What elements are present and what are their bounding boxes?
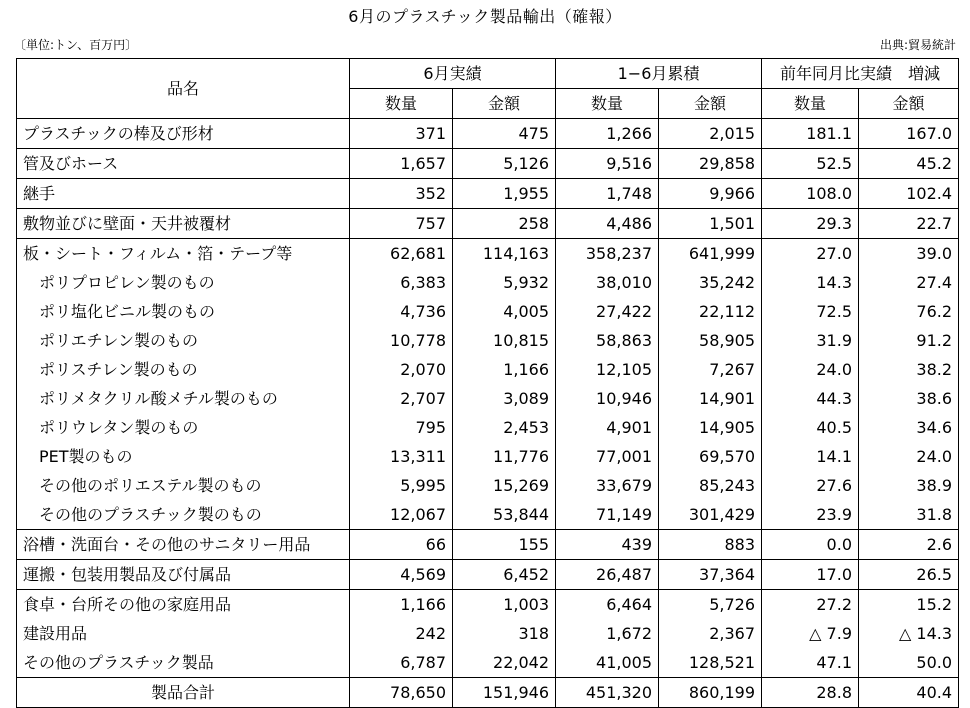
row-value: 52.5 — [762, 149, 859, 179]
row-name: 建設用品 — [17, 619, 350, 648]
row-value: 41,005 — [556, 648, 659, 678]
row-value: 9,516 — [556, 149, 659, 179]
row-value: 12,105 — [556, 355, 659, 384]
row-value: 2,015 — [659, 119, 762, 149]
row-value: 242 — [350, 619, 453, 648]
row-value: 108.0 — [762, 179, 859, 209]
table-row — [17, 590, 959, 620]
row-value: 14.1 — [762, 442, 859, 471]
row-value: 114,163 — [453, 239, 556, 269]
row-value: 26.5 — [859, 560, 959, 590]
row-value: 795 — [350, 413, 453, 442]
row-value: 39.0 — [859, 239, 959, 269]
table-body — [17, 119, 959, 708]
row-value: 5,726 — [659, 590, 762, 620]
row-value: 358,237 — [556, 239, 659, 269]
row-value: 40.5 — [762, 413, 859, 442]
row-value: 1,266 — [556, 119, 659, 149]
table-row — [17, 355, 959, 384]
row-value: 15.2 — [859, 590, 959, 620]
row-value: 50.0 — [859, 648, 959, 678]
row-name: 浴槽・洗面台・その他のサニタリー用品 — [17, 530, 350, 560]
row-value: 85,243 — [659, 471, 762, 500]
row-value: 1,003 — [453, 590, 556, 620]
row-name: ポリプロピレン製のもの — [17, 268, 350, 297]
row-value: 439 — [556, 530, 659, 560]
row-value: 29,858 — [659, 149, 762, 179]
row-value: 27.4 — [859, 268, 959, 297]
table-row — [17, 648, 959, 678]
row-value: 38.9 — [859, 471, 959, 500]
row-value: 2,453 — [453, 413, 556, 442]
row-value: 757 — [350, 209, 453, 239]
export-table — [16, 58, 959, 708]
header-group-june: 6月実績 — [350, 59, 556, 89]
row-value: 58,863 — [556, 326, 659, 355]
row-name: 運搬・包装用製品及び付属品 — [17, 560, 350, 590]
row-value: 5,995 — [350, 471, 453, 500]
row-value: 318 — [453, 619, 556, 648]
row-value: 58,905 — [659, 326, 762, 355]
row-value: 4,486 — [556, 209, 659, 239]
row-value: 1,955 — [453, 179, 556, 209]
table-row — [17, 619, 959, 648]
row-value: 1,501 — [659, 209, 762, 239]
row-name: 継手 — [17, 179, 350, 209]
total-value: 28.8 — [762, 678, 859, 708]
row-value: 12,067 — [350, 500, 453, 530]
total-value: 78,650 — [350, 678, 453, 708]
table-row — [17, 149, 959, 179]
row-value: 641,999 — [659, 239, 762, 269]
row-value: 1,672 — [556, 619, 659, 648]
table-row — [17, 530, 959, 560]
row-name: 食卓・台所その他の家庭用品 — [17, 590, 350, 620]
total-row — [17, 678, 959, 708]
row-value: 475 — [453, 119, 556, 149]
header-name: 品名 — [17, 59, 350, 119]
row-value: 4,005 — [453, 297, 556, 326]
table-row — [17, 297, 959, 326]
row-value: 66 — [350, 530, 453, 560]
row-value: 1,166 — [453, 355, 556, 384]
total-value: 40.4 — [859, 678, 959, 708]
header-qty: 数量 — [556, 89, 659, 119]
row-value: 72.5 — [762, 297, 859, 326]
row-value: 13,311 — [350, 442, 453, 471]
row-value: 24.0 — [762, 355, 859, 384]
row-value: 91.2 — [859, 326, 959, 355]
row-value: 371 — [350, 119, 453, 149]
row-value: 0.0 — [762, 530, 859, 560]
row-value: 1,657 — [350, 149, 453, 179]
row-value: 10,815 — [453, 326, 556, 355]
row-value: 4,901 — [556, 413, 659, 442]
row-value: 258 — [453, 209, 556, 239]
table-row — [17, 209, 959, 239]
row-value: 69,570 — [659, 442, 762, 471]
unit-note: 〔単位:トン、百万円〕 — [14, 38, 138, 52]
header-amt: 金額 — [859, 89, 959, 119]
row-value: 155 — [453, 530, 556, 560]
row-value: 38.6 — [859, 384, 959, 413]
source-note: 出典:貿易統計 — [879, 38, 956, 52]
row-value: 7,267 — [659, 355, 762, 384]
row-name: ポリウレタン製のもの — [17, 413, 350, 442]
row-value: 31.8 — [859, 500, 959, 530]
row-value: 62,681 — [350, 239, 453, 269]
row-value: 128,521 — [659, 648, 762, 678]
row-name: ポリスチレン製のもの — [17, 355, 350, 384]
row-value: 31.9 — [762, 326, 859, 355]
row-value: 24.0 — [859, 442, 959, 471]
row-value: △ 7.9 — [762, 619, 859, 648]
header-qty: 数量 — [762, 89, 859, 119]
row-value: 4,736 — [350, 297, 453, 326]
row-value: △ 14.3 — [859, 619, 959, 648]
row-value: 27.0 — [762, 239, 859, 269]
row-name: プラスチックの棒及び形材 — [17, 119, 350, 149]
table-row — [17, 413, 959, 442]
row-value: 6,787 — [350, 648, 453, 678]
table-row — [17, 268, 959, 297]
row-value: 34.6 — [859, 413, 959, 442]
row-value: 11,776 — [453, 442, 556, 471]
row-name: その他のポリエステル製のもの — [17, 471, 350, 500]
row-value: 17.0 — [762, 560, 859, 590]
total-value: 860,199 — [659, 678, 762, 708]
row-value: 26,487 — [556, 560, 659, 590]
row-value: 301,429 — [659, 500, 762, 530]
row-name: 管及びホース — [17, 149, 350, 179]
row-value: 45.2 — [859, 149, 959, 179]
table-row — [17, 500, 959, 530]
row-value: 35,242 — [659, 268, 762, 297]
header-qty: 数量 — [350, 89, 453, 119]
row-value: 22,112 — [659, 297, 762, 326]
row-value: 1,166 — [350, 590, 453, 620]
row-value: 10,946 — [556, 384, 659, 413]
row-value: 14,905 — [659, 413, 762, 442]
row-value: 14,901 — [659, 384, 762, 413]
row-value: 76.2 — [859, 297, 959, 326]
table-row — [17, 384, 959, 413]
row-value: 23.9 — [762, 500, 859, 530]
table-row — [17, 442, 959, 471]
row-value: 6,452 — [453, 560, 556, 590]
row-name: ポリエチレン製のもの — [17, 326, 350, 355]
total-value: 451,320 — [556, 678, 659, 708]
row-value: 10,778 — [350, 326, 453, 355]
header-group-cumulative: 1−6月累積 — [556, 59, 762, 89]
row-value: 38.2 — [859, 355, 959, 384]
row-value: 2,707 — [350, 384, 453, 413]
row-value: 2,367 — [659, 619, 762, 648]
total-value: 151,946 — [453, 678, 556, 708]
row-name: その他のプラスチック製のもの — [17, 500, 350, 530]
table-row — [17, 179, 959, 209]
row-value: 1,748 — [556, 179, 659, 209]
row-value: 181.1 — [762, 119, 859, 149]
row-value: 37,364 — [659, 560, 762, 590]
row-value: 9,966 — [659, 179, 762, 209]
header-group-yoy: 前年同月比実績 増減 — [762, 59, 959, 89]
row-name: 板・シート・フィルム・箔・テープ等 — [17, 239, 350, 269]
row-value: 33,679 — [556, 471, 659, 500]
table-row — [17, 239, 959, 269]
row-value: 5,932 — [453, 268, 556, 297]
total-name: 製品合計 — [17, 678, 350, 708]
row-value: 167.0 — [859, 119, 959, 149]
row-name: その他のプラスチック製品 — [17, 648, 350, 678]
table-row — [17, 326, 959, 355]
row-value: 44.3 — [762, 384, 859, 413]
page-title: 6月のプラスチック製品輸出（確報） — [348, 7, 622, 26]
row-value: 29.3 — [762, 209, 859, 239]
row-value: 47.1 — [762, 648, 859, 678]
row-value: 14.3 — [762, 268, 859, 297]
row-value: 27.6 — [762, 471, 859, 500]
header-amt: 金額 — [453, 89, 556, 119]
row-value: 4,569 — [350, 560, 453, 590]
table-row — [17, 560, 959, 590]
row-name: 敷物並びに壁面・天井被覆材 — [17, 209, 350, 239]
row-value: 883 — [659, 530, 762, 560]
row-value: 5,126 — [453, 149, 556, 179]
row-value: 27,422 — [556, 297, 659, 326]
header-amt: 金額 — [659, 89, 762, 119]
row-name: ポリ塩化ビニル製のもの — [17, 297, 350, 326]
row-value: 102.4 — [859, 179, 959, 209]
row-value: 22,042 — [453, 648, 556, 678]
row-value: 15,269 — [453, 471, 556, 500]
table-row — [17, 119, 959, 149]
row-name: PET製のもの — [17, 442, 350, 471]
row-value: 352 — [350, 179, 453, 209]
row-value: 77,001 — [556, 442, 659, 471]
row-value: 2,070 — [350, 355, 453, 384]
row-value: 27.2 — [762, 590, 859, 620]
row-value: 38,010 — [556, 268, 659, 297]
table-row — [17, 471, 959, 500]
row-name: ポリメタクリル酸メチル製のもの — [17, 384, 350, 413]
row-value: 6,383 — [350, 268, 453, 297]
row-value: 3,089 — [453, 384, 556, 413]
row-value: 22.7 — [859, 209, 959, 239]
row-value: 71,149 — [556, 500, 659, 530]
row-value: 2.6 — [859, 530, 959, 560]
row-value: 6,464 — [556, 590, 659, 620]
row-value: 53,844 — [453, 500, 556, 530]
